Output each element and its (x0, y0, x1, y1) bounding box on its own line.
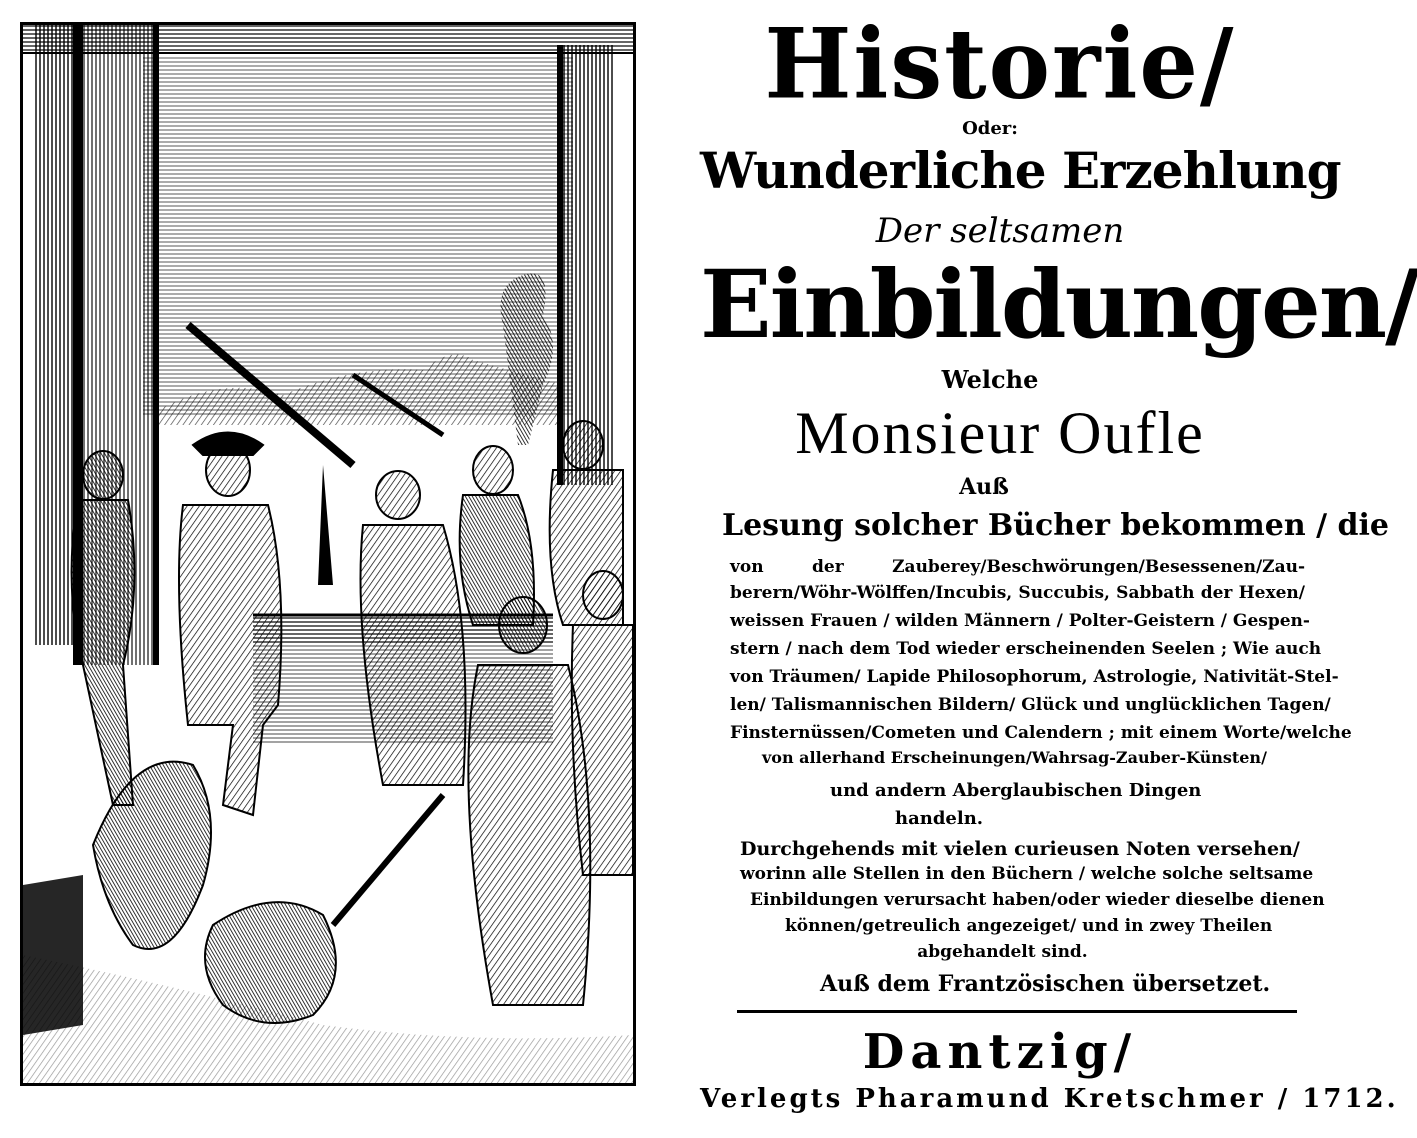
imprint-publisher: Verlegts Pharamund Kretschmer / 1712. (700, 1084, 1399, 1114)
title-monsieur-oufle: Monsieur Oufle (795, 400, 1205, 466)
body-line: abgehandelt sind. (917, 942, 1088, 962)
title-der-seltsamen: Der seltsamen (875, 211, 1125, 251)
imprint-place: Dantzig/ (862, 1024, 1138, 1080)
body-line: können/getreulich angezeiget/ und in zwey Theilen (785, 916, 1273, 936)
body-line: Durchgehends mit vielen curieusen Noten versehen/ (740, 838, 1300, 860)
body-line: von der Zauberey/Beschwörungen/Besessenen/Zau- (730, 557, 1305, 577)
body-line: Einbildungen verursacht haben/oder wieder dieselbe dienen (750, 890, 1325, 910)
frontispiece-engraving (20, 22, 636, 1086)
title-oder: Oder: (962, 118, 1018, 139)
body-line: weissen Frauen / wilden Männern / Polter-Geistern / Gespen- (730, 611, 1310, 631)
body-line: und andern Aberglaubischen Dingen (830, 780, 1202, 801)
translation-note: Auß dem Frantzösischen übersetzet. (820, 971, 1271, 997)
body-line: worinn alle Stellen in den Büchern / welche solche seltsame (740, 864, 1314, 884)
body-line: stern / nach dem Tod wieder erscheinenden Seelen ; Wie auch (730, 639, 1322, 659)
body-line: Finsternüssen/Cometen und Calendern ; mit einem Worte/welche (730, 723, 1352, 743)
title-einbildungen: Einbildungen/ (700, 250, 1417, 360)
body-line: Lesung solcher Bücher bekommen / die (722, 508, 1389, 543)
title-auss: Auß (959, 474, 1009, 500)
title-wunderliche-erzehlung: Wunderliche Erzehlung (700, 141, 1341, 200)
title-welche: Welche (941, 365, 1039, 394)
body-line: von Träumen/ Lapide Philosophorum, Astrologie, Nativität-Stel- (730, 667, 1339, 687)
body-line: berern/Wöhr-Wölffen/Incubis, Succubis, Sabbath der Hexen/ (730, 583, 1305, 603)
title-page (700, 7, 1417, 1124)
engraving-illustration (23, 25, 633, 1083)
body-line: handeln. (895, 808, 984, 829)
body-line: von allerhand Erscheinungen/Wahrsag-Zauber-Künsten/ (762, 748, 1267, 767)
body-line: len/ Talismannischen Bildern/ Glück und unglücklichen Tagen/ (730, 695, 1331, 715)
divider-rule (737, 1010, 1297, 1013)
title-historie: Historie/ (764, 7, 1236, 121)
